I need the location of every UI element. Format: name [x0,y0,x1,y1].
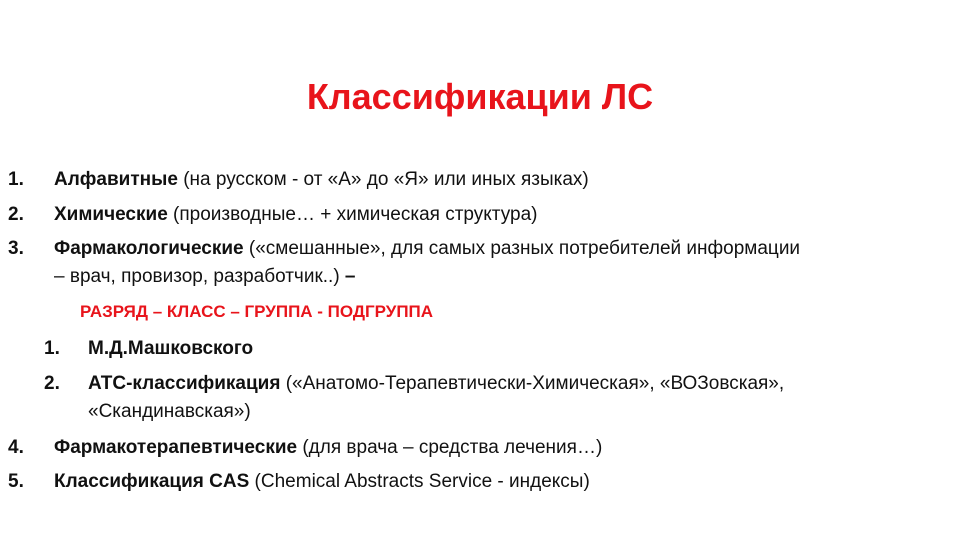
list-text [54,164,589,195]
item-description: («смешанные», для самых разных потребителей информации [243,238,801,259]
item-description: (для врача – средства лечения…) [297,437,603,458]
subitem-term: М.Д.Машковского [88,338,254,359]
item-description-line2: – врач, провизор, разработчик..) [54,266,340,287]
sub-list-text [88,368,784,399]
item-description: (на русском - от «А» до «Я» или иных языках) [177,169,589,190]
sub-list-item-continuation [88,396,251,427]
list-text [54,199,537,230]
list-item-continuation [54,261,356,292]
list-number: 1. [8,169,24,190]
sub-list-text [88,333,253,364]
item-term: Фармакотерапевтические [54,437,298,458]
list-number: 2. [8,204,24,225]
item-description: (производные… + химическая структура) [167,204,538,225]
list-text [54,233,800,264]
list-text [54,466,590,497]
item-term: Химические [54,204,168,225]
subitem-description: («Анатомо-Терапевтически-Химическая», «ВОЗовская», [280,373,785,394]
list-number: 4. [8,437,24,458]
sub-list-number: 2. [44,373,60,394]
slide-title: Классификации ЛС [306,76,654,117]
list-number: 3. [8,238,24,259]
list-text [54,432,602,463]
item-term: Фармакологические [54,238,244,259]
item-term: Классификация CAS [54,471,250,492]
item-term: Алфавитные [54,169,178,190]
subitem-description-line2: «Скандинавская») [88,401,251,422]
item-description: (Chemical Abstracts Service - индексы) [249,471,590,492]
sub-list-number: 1. [44,338,60,359]
list-number: 5. [8,471,24,492]
classification-hierarchy: РАЗРЯД – КЛАСС – ГРУППА - ПОДГРУППА [80,302,434,321]
subitem-term: АТС-классификация [88,373,281,394]
item-dash: – [339,266,356,287]
